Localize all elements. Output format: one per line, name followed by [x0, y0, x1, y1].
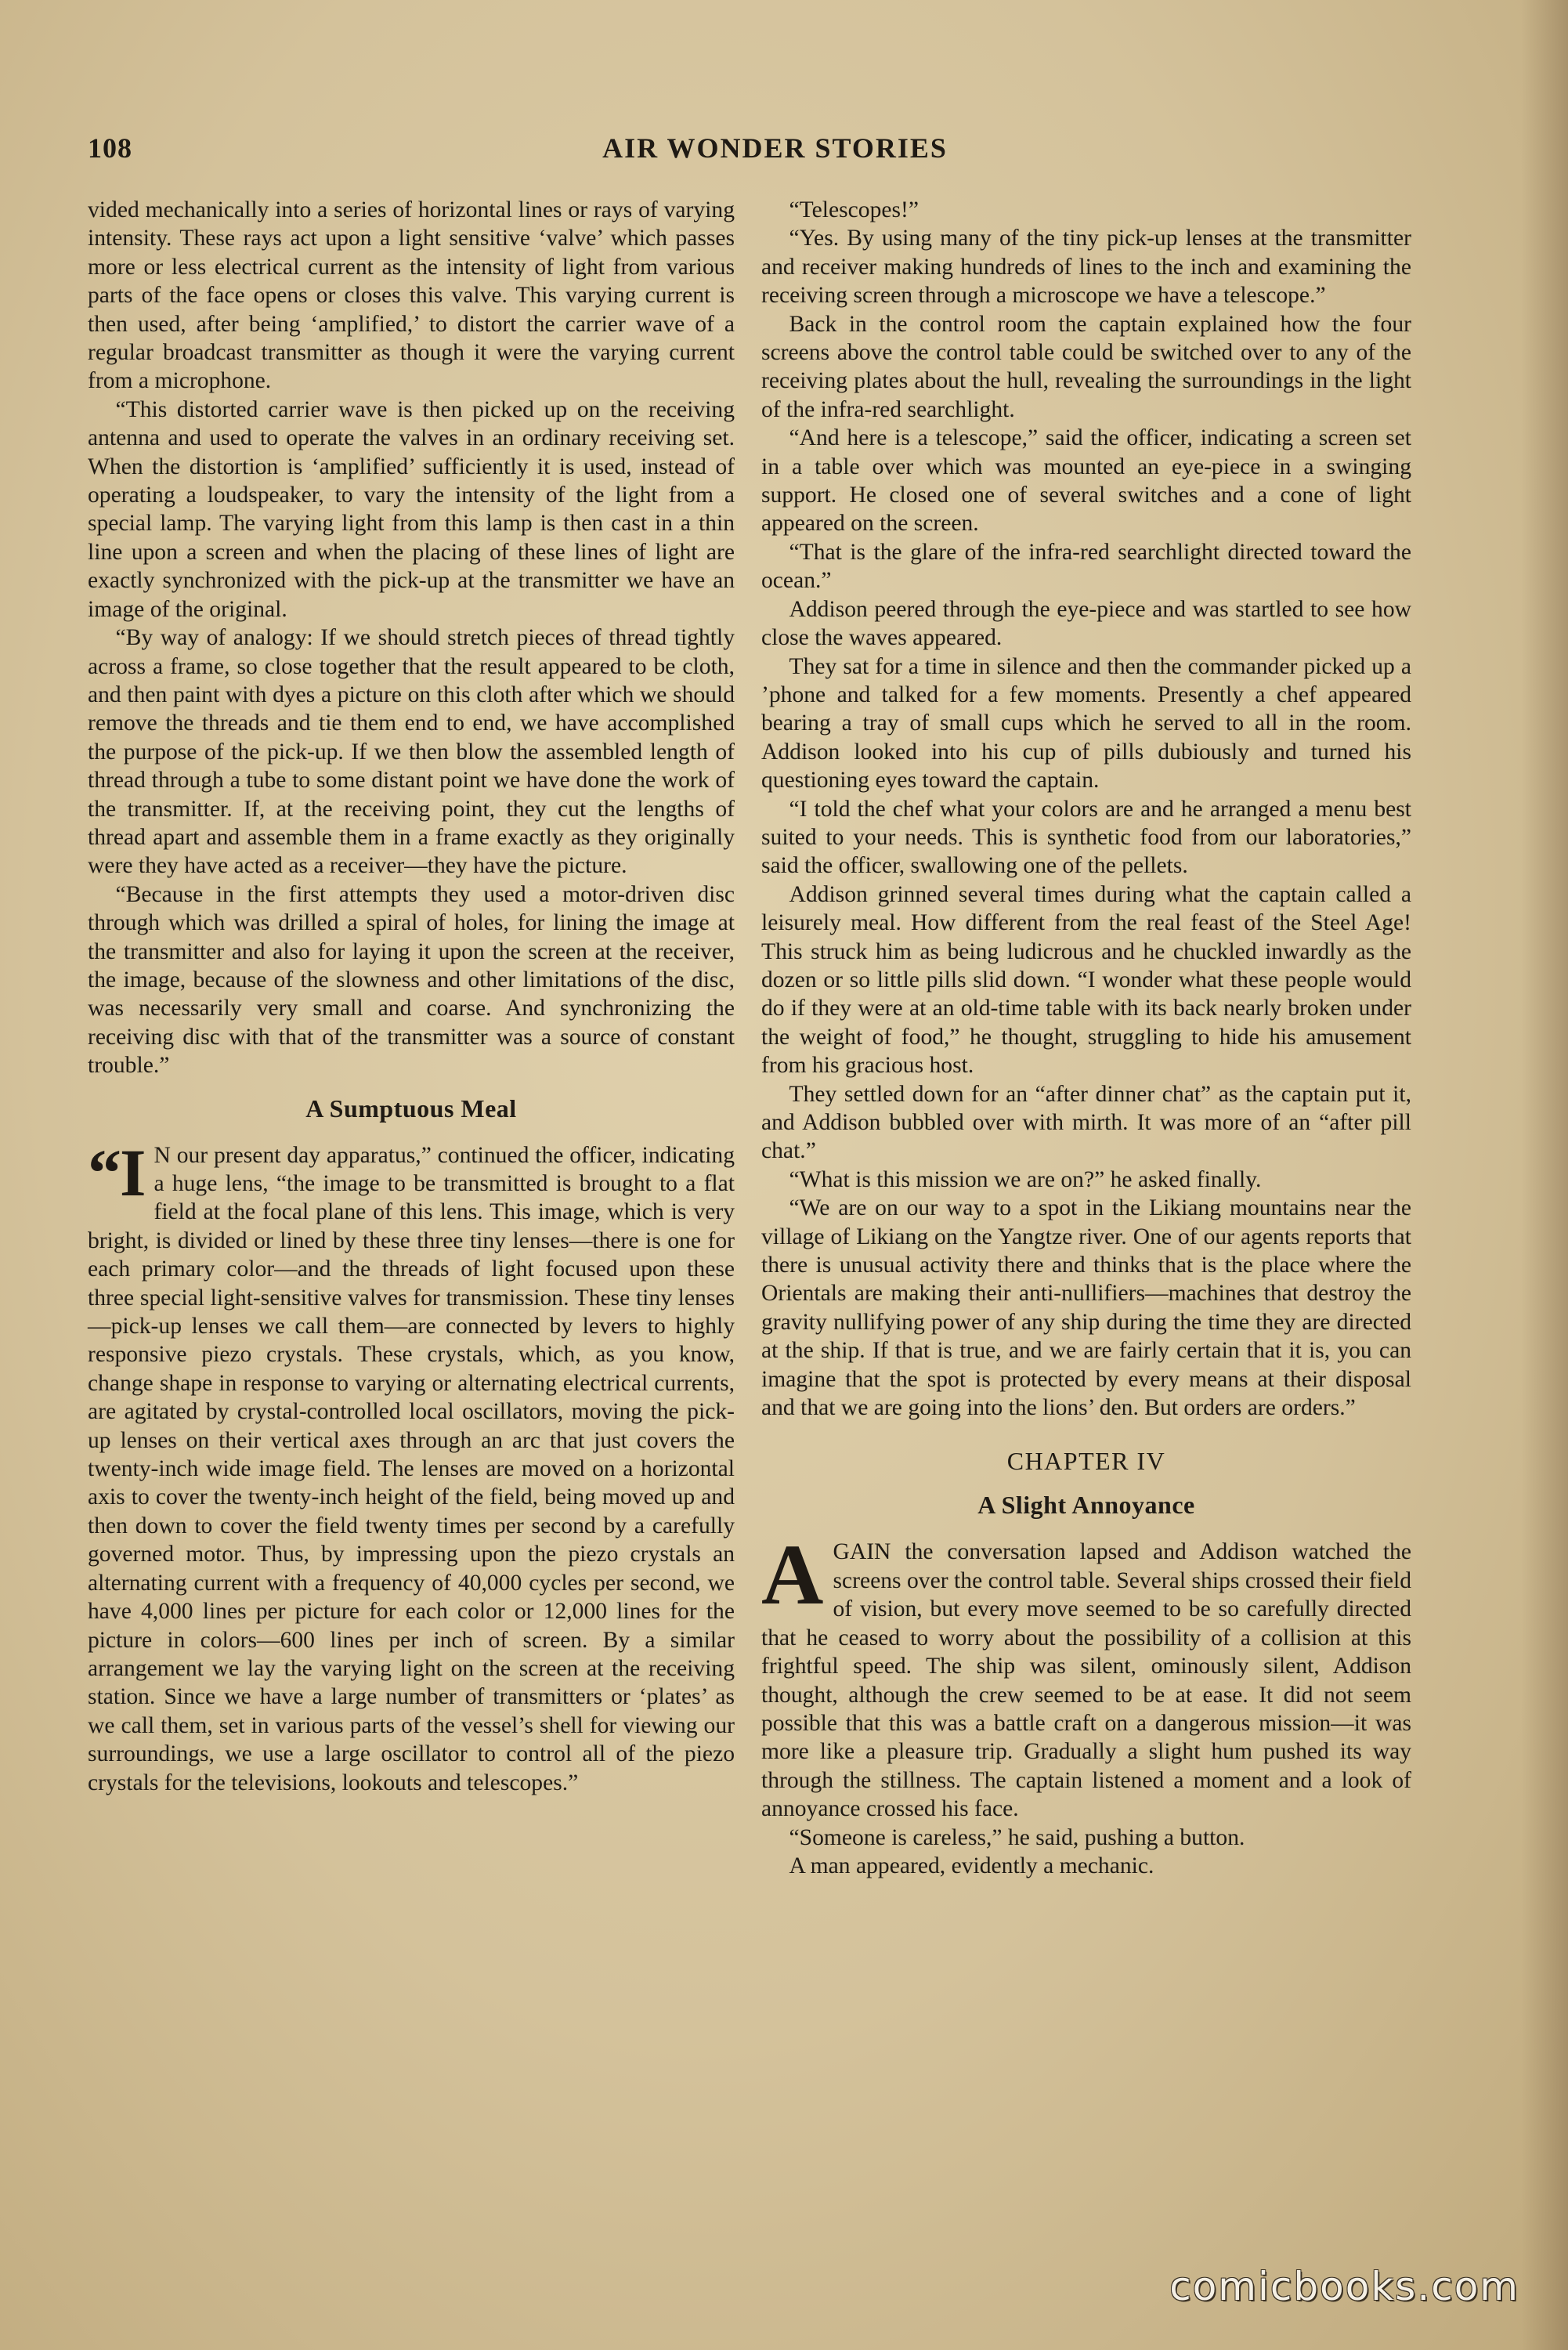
section-subhead: A Slight Annoyance	[977, 1491, 1195, 1520]
watermark-text: comicbooks.com	[1169, 2264, 1519, 2309]
chapter-heading: CHAPTER IV	[1006, 1447, 1166, 1476]
paragraph: They settled down for an “after dinner chat” as the captain put it, and Addison bubbled over with mirth. It was more of an “after pill chat.”	[761, 1081, 1411, 1164]
paragraph: A man appeared, evidently a mechanic.	[789, 1853, 1154, 1878]
paragraph: “What is this mission we are on?” he asked finally.	[789, 1166, 1262, 1192]
paragraph: “This distorted carrier wave is then picked up on the receiving antenna and used to operate the valves in an ordinary receiving set. When the distortion is ‘amplified’ sufficiently it is used, instead of operating a loudspeaker, to vary the intensity of the light from a special lamp. The varying light from this lamp is then cast in a thin line upon a screen and when the placing of these lines of light are exactly synchronized with the pick-up at the transmitter we have an image of the original.	[88, 396, 735, 622]
paragraph: vided mechanically into a series of horizontal lines or rays of varying intensity. These rays act upon a light sensitive ‘valve’ which passes more or less electrical current as the intensity of light from various parts of the face opens or closes this valve. This varying current is then used, after being ‘amplified,’ to distort the carrier wave of a regular broadcast transmitter as though it were the varying current from a microphone.	[88, 197, 735, 394]
page-edge-shadow	[1521, 0, 1568, 2350]
drop-cap-letter: A	[761, 1527, 824, 1623]
dropcap-paragraph-text: N our present day apparatus,” continued the officer, indicating a huge lens, “the image to be transmitted is brought to a flat field at the focal plane of this lens. This image, which is very bright, is divided or lined by these three tiny lenses—there is one for each primary color—and the threads of light focused upon these three special light-sensitive valves for transmission. These tiny lenses—pick-up lenses we call them—are connected by levers to highly responsive piezo crystals. These crystals, which, as you know, change shape in response to varying or alternating electrical currents, are agitated by crystal-controlled local oscillators, moving the pick-up lenses on their vertical axes through an arc that just covers the twenty-inch wide image field. The lenses are moved on a horizontal axis to cover the twenty-inch height of the field, being moved up and then down to cover the field twenty times per second by a carefully governed motor. Thus, by impressing upon the piezo crystals an alternating current with a frequency of 40,000 cycles per second, we have 4,000 lines per picture for each color or 12,000 lines for the picture in colors—600 lines per inch of screen. By a similar arrangement we lay the varying light on the screen at the receiving station. Since we have a large number of transmitters or ‘plates’ as we call them, set in various parts of the vessel’s shell for viewing our surroundings, we use a large oscillator to control all of the piezo crystals for the televisions, lookouts and telescopes.”	[88, 1142, 735, 1795]
paragraph: “Because in the first attempts they used a motor-driven disc through which was drilled a spiral of holes, for lining the image at the transmitter and also for laying it upon the screen at the receiver, the image, because of the slowness and other limitations of the disc, was necessarily very small and coarse. And synchronizing the receiving disc with that of the transmitter was a source of constant trouble.”	[88, 881, 735, 1079]
drop-cap-letter: I	[120, 1134, 146, 1210]
paragraph: Back in the control room the captain explained how the four screens above the control table could be switched over to any of the receiving plates about the hull, revealing the surroundings in the light of the infra-red searchlight.	[761, 311, 1411, 422]
paragraph: “That is the glare of the infra-red searchlight directed toward the ocean.”	[761, 539, 1411, 594]
page-number: 108	[88, 132, 132, 164]
paragraph: Addison peered through the eye-piece and was startled to see how close the waves appeared.	[761, 596, 1411, 651]
drop-cap	[88, 1134, 146, 1210]
magazine-title: AIR WONDER STORIES	[602, 132, 948, 164]
paragraph: “By way of analogy: If we should stretch pieces of thread tightly across a frame, so close together that the result appeared to be cloth, and then paint with dyes a picture on this cloth after which we should remove the threads and tie them end to end, we have accomplished the purpose of the pick-up. If we then blow the assembled length of thread through a tube to some distant point we have done the work of the transmitter. If, at the receiving point, they cut the lengths of thread apart and assemble them in a frame exactly as they originally were they have acted as a receiver—they have the picture.	[88, 625, 735, 879]
paragraph: “I told the chef what your colors are and he arranged a menu best suited to your needs. This is synthetic food from our laboratories,” said the officer, swallowing one of the pellets.	[761, 796, 1411, 879]
right-column	[761, 196, 1411, 1880]
paragraph: “Someone is careless,” he said, pushing a button.	[789, 1824, 1245, 1850]
paragraph: “And here is a telescope,” said the officer, indicating a screen set in a table over which was mounted an eye-piece in a swinging support. He closed one of several switches and a cone of light appeared on the screen.	[761, 425, 1411, 537]
paragraph: “We are on our way to a spot in the Likiang mountains near the village of Likiang on the Yangtze river. One of our agents reports that there is unusual activity there and thinks that is the place where the Orientals are making their anti-nullifiers—machines that destroy the gravity nullifying power of any ship during the time they are directed at the ship. If that is true, and we are fairly certain that it is, you can imagine that the spot is protected by every means at their disposal and that we are going into the lions’ den. But orders are orders.”	[761, 1195, 1411, 1421]
dropcap-paragraph	[88, 1134, 735, 1797]
paragraph: They sat for a time in silence and then the commander picked up a ’phone and talked for a few moments. Presently a chef appeared bearing a tray of small cups which he served to all in the room. Addison looked into his cup of pills dubiously and turned his questioning eyes toward the captain.	[761, 653, 1411, 794]
page-header	[88, 132, 1462, 179]
dropcap-paragraph-text: GAIN the conversation lapsed and Addison watched the screens over the control table. Several ships crossed their field of vision, but every move seemed to be so carefully directed that he ceased to worry about the possibility of a collision at this frightful speed. The ship was silent, ominously silent, Addison thought, although the crew seemed to be at ease. It did not seem possible that this was a battle craft on a dangerous mission—it was more like a pleasure trip. Gradually a slight hum pushed its way through the stillness. The captain listened a moment and a look of annoyance crossed his face.	[761, 1539, 1411, 1822]
paragraph: “Yes. By using many of the tiny pick-up lenses at the transmitter and receiver making hundreds of lines to the inch and examining the receiving screen through a microscope we have a telescope.”	[761, 226, 1411, 309]
left-column	[88, 196, 735, 1797]
paragraph: “Telescopes!”	[789, 197, 919, 222]
paragraph: Addison grinned several times during what the captain called a leisurely meal. How different from the real feast of the Steel Age! This struck him as being ludicrous and he chuckled inwardly as the dozen or so little pills slid down. “I wonder what these people would do if they were at an old-time table with its back nearly broken under the weight of food,” he thought, struggling to hide his amusement from his gracious host.	[761, 881, 1411, 1079]
dropcap-paragraph	[761, 1527, 1411, 1823]
section-subhead: A Sumptuous Meal	[305, 1094, 517, 1123]
drop-cap-quote: “	[88, 1134, 120, 1210]
